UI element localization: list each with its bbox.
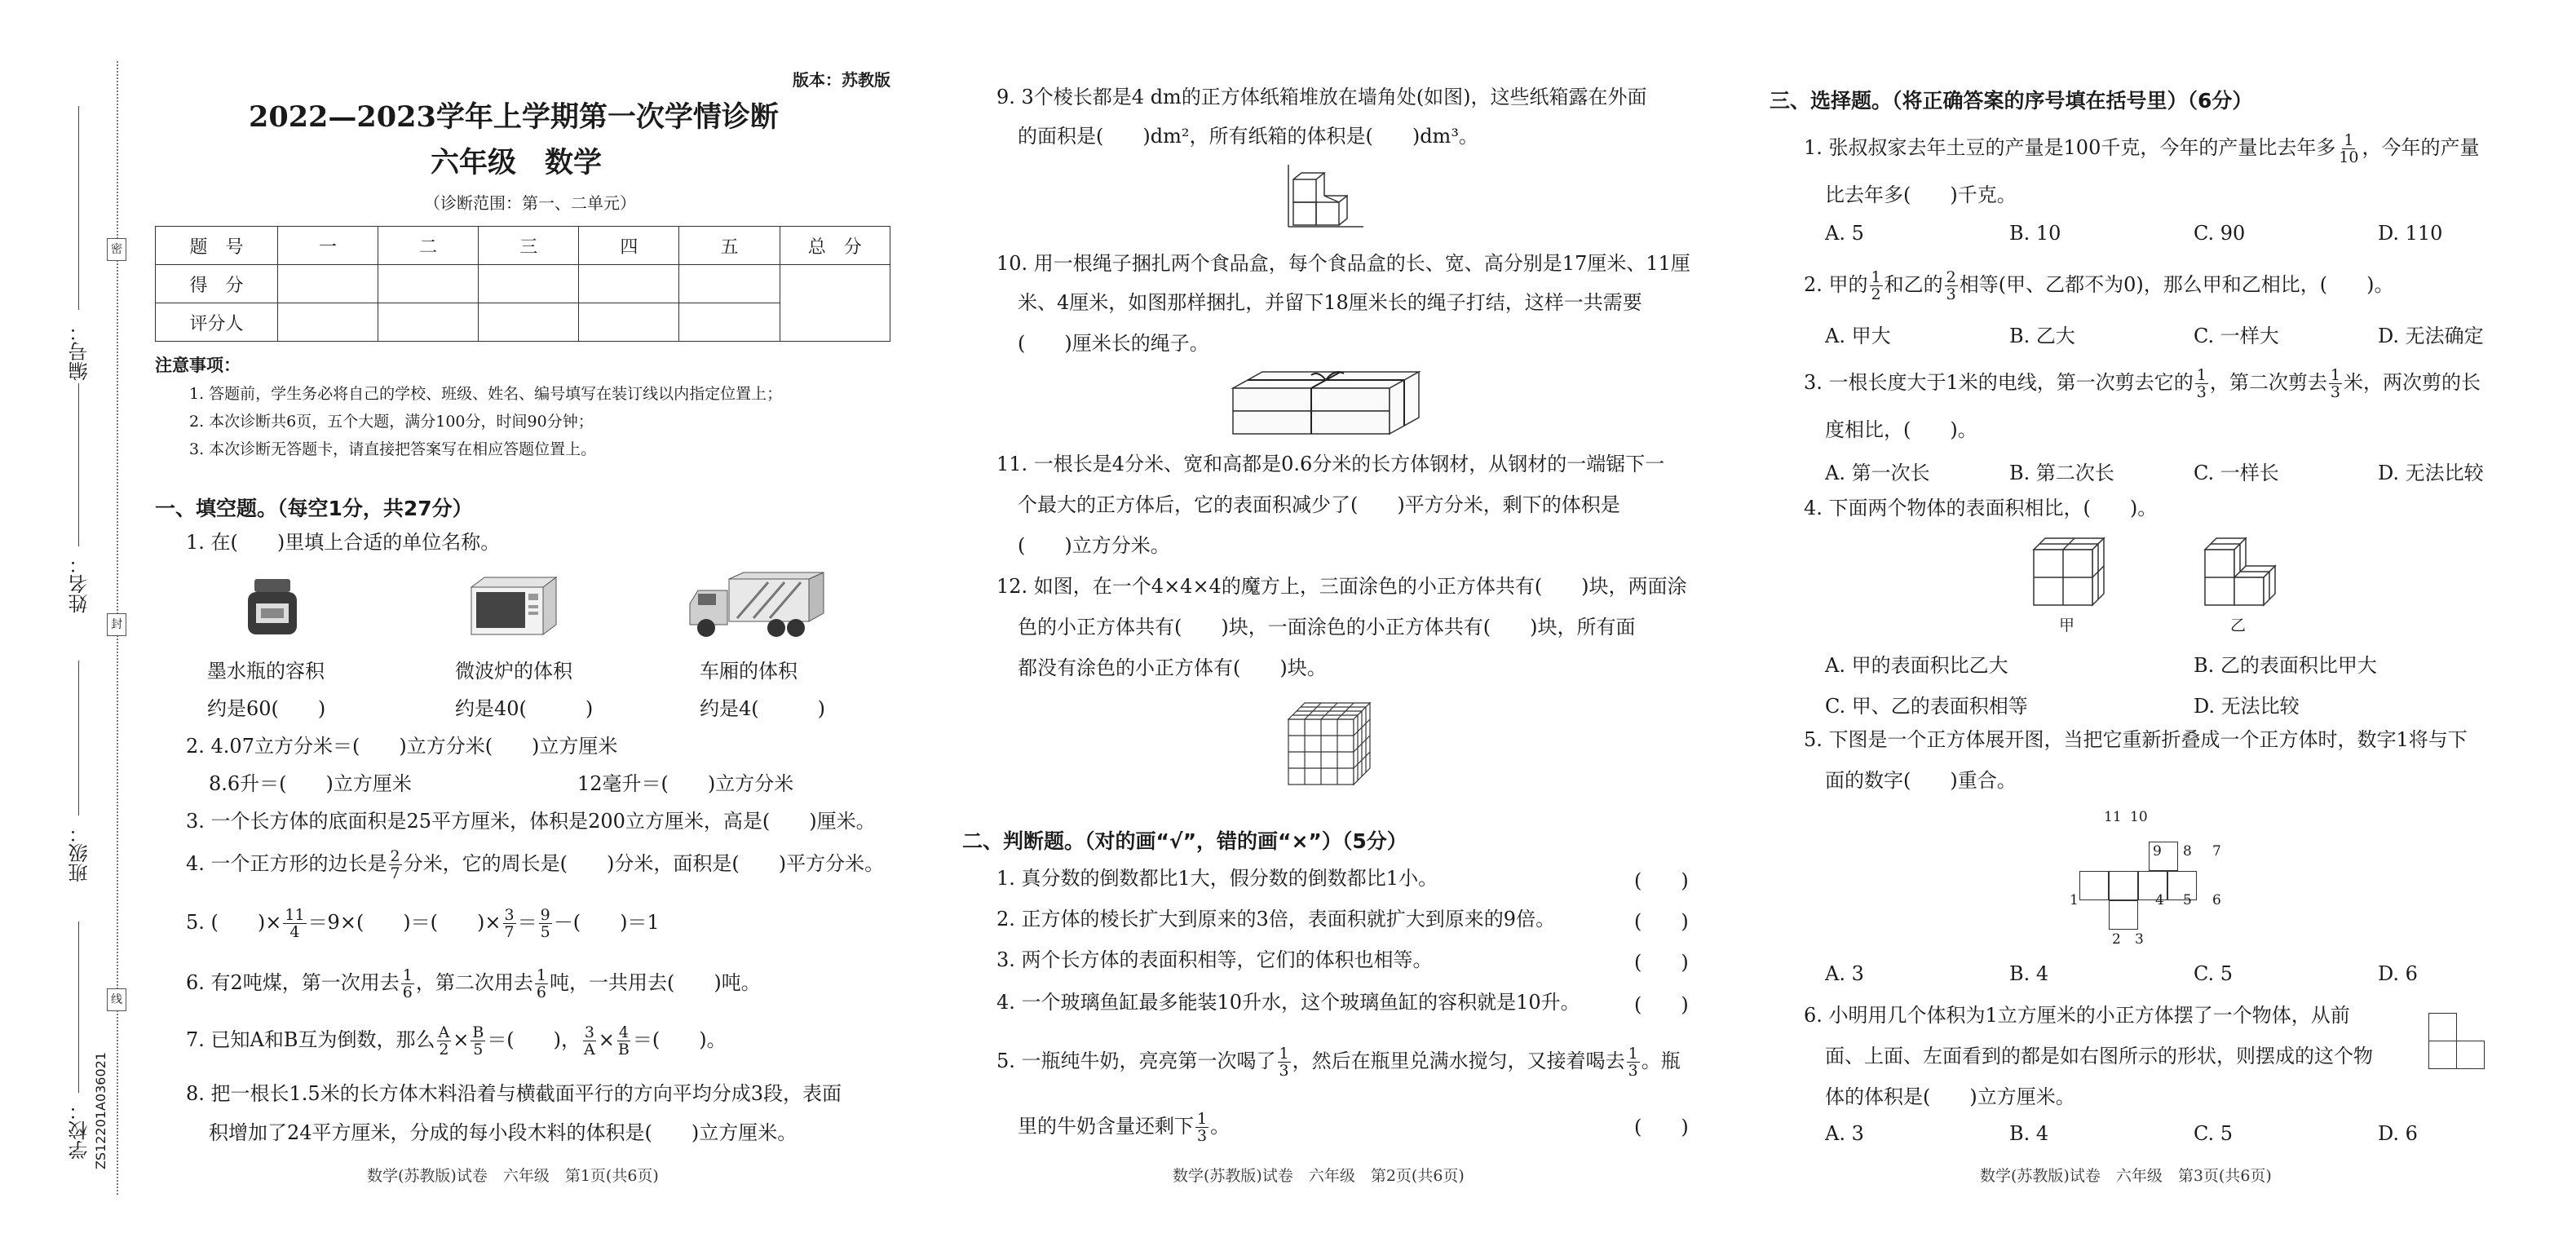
judge-2-answer[interactable]: ( )	[1634, 910, 1689, 933]
notice-1: 1. 答题前，学生务必将自己的学校、班级、姓名、编号填写在装订线以内指定位置上；	[189, 385, 783, 403]
exam-title: 2022—2023学年上学期第一次学情诊断	[249, 100, 779, 134]
score-cell[interactable]	[579, 265, 679, 303]
choice-2-option-a[interactable]: A. 甲大	[1825, 325, 1891, 347]
question-10-line-2: 米、4厘米，如图那样捆扎，并留下18厘米长的绳子打结，这样一共需要	[1018, 291, 1642, 314]
grader-cell[interactable]	[277, 303, 378, 342]
net-square	[2079, 871, 2109, 900]
question-5[interactable]: 5. ( )× $\frac{11}{4}$ ＝9×( )＝( )× $\frac{3}{7}$ ＝ $\frac{9}{5}$ －( )＝1	[186, 906, 660, 941]
binding-seal-xian: 线	[107, 988, 126, 1011]
choice-1-option-c[interactable]: C. 90	[2194, 222, 2246, 245]
q7-fraction-2: $\frac{B}{5}$	[472, 1023, 484, 1059]
choice-2-option-c[interactable]: C. 一样大	[2194, 325, 2279, 347]
question-8-line-1: 8. 把一根长1.5米的长方体木料沿着与横截面平行的方向平均分成3段，表面	[186, 1082, 842, 1105]
section-2-title: 二、判断题。（对的画“√”，错的画“×”）（5分）	[962, 829, 1407, 853]
q1-item-microwave-label: 微波炉的体积	[455, 660, 572, 683]
score-row-label: 得 分	[156, 265, 278, 303]
binding-seal-mi: 密	[107, 238, 126, 261]
score-total-cell[interactable]	[780, 265, 890, 342]
score-cell[interactable]	[479, 265, 579, 303]
grader-cell[interactable]	[579, 303, 679, 342]
solid-jia-label: 甲	[2059, 617, 2075, 634]
notice-3: 3. 本次诊断无答题卡，请直接把答案写在相应答题位置上。	[189, 440, 597, 458]
choice-2-option-b[interactable]: B. 乙大	[2009, 325, 2075, 347]
question-12-line-3[interactable]: 都没有涂色的小正方体有( )块。	[1018, 656, 1327, 679]
q4-fraction: $\frac{2}{7}$	[390, 847, 400, 882]
question-9-line-2[interactable]: 的面积是( )dm²，所有纸箱的体积是( )dm³。	[1018, 125, 1478, 148]
score-header-2: 二	[378, 227, 479, 265]
judge-3: 3. 两个长方体的表面积相等，它们的体积也相等。	[996, 948, 1433, 971]
question-11-line-2[interactable]: 个最大的正方体后，它的表面积减少了( )平方分米，剩下的体积是	[1018, 493, 1620, 516]
judge-5-line-1: 5. 一瓶纯牛奶，亮亮第一次喝了 $\frac{1}{3}$ ，然后在瓶里兑满水搅匀，又接着喝去 $\frac{1}{3}$ 。瓶	[996, 1045, 1681, 1080]
choice-3-option-b[interactable]: B. 第二次长	[2009, 462, 2114, 484]
choice-6-option-d[interactable]: D. 6	[2378, 1122, 2418, 1145]
choice-6-line-1: 6. 小明用几个体积为1立方厘米的小正方体摆了一个物体，从前	[1804, 1004, 2350, 1027]
exam-subtitle: 六年级 数学	[431, 146, 603, 179]
choice-6-line-2: 面、上面、左面看到的都是如右图所示的形状，则摆成的这个物	[1825, 1045, 2373, 1067]
question-3[interactable]: 3. 一个长方体的底面积是25平方厘米，体积是200立方厘米，高是( )厘米。	[186, 810, 876, 833]
choice-5-line-1: 5. 下图是一个正方体展开图，当把它重新折叠成一个正方体时，数字1将与下	[1804, 728, 2468, 751]
page-2-footer: 数学(苏教版)试卷 六年级 第2页(共6页)	[1173, 1167, 1465, 1185]
net-label-5: 5	[2183, 892, 2192, 908]
question-12-line-2[interactable]: 色的小正方体共有( )块，一面涂色的小正方体共有( )块，所有面	[1018, 616, 1636, 639]
binding-school-line[interactable]	[78, 922, 79, 1093]
page-1-footer: 数学(苏教版)试卷 六年级 第1页(共6页)	[367, 1167, 659, 1185]
score-cell[interactable]	[277, 265, 378, 303]
q1-item-microwave-answer[interactable]: 约是40( )	[455, 697, 594, 720]
choice-5-option-a[interactable]: A. 3	[1825, 962, 1864, 985]
q5-fraction-2: $\frac{3}{7}$	[504, 906, 515, 941]
net-label-2: 2	[2112, 931, 2121, 948]
cube-net-figure	[2070, 809, 2242, 948]
question-4[interactable]	[186, 848, 884, 882]
question-9-line-1: 9. 3个棱长都是4 dm的正方体纸箱堆放在墙角处(如图)，这些纸箱露在外面	[996, 86, 1647, 108]
score-header-5: 五	[679, 227, 780, 265]
net-label-9: 9	[2153, 843, 2162, 860]
question-11-line-3[interactable]: ( )立方分米。	[1018, 534, 1170, 557]
page-3-footer: 数学(苏教版)试卷 六年级 第3页(共6页)	[1980, 1167, 2272, 1185]
grader-cell[interactable]	[479, 303, 579, 342]
solid-jia-figure	[2030, 535, 2109, 608]
truck-image	[687, 571, 825, 643]
choice-4-option-c[interactable]: C. 甲、乙的表面积相等	[1825, 695, 2028, 718]
q5-fraction-3: $\frac{9}{5}$	[540, 906, 550, 941]
grader-row-label: 评分人	[156, 303, 278, 342]
solid-yi-label: 乙	[2230, 617, 2247, 634]
judge-4: 4. 一个玻璃鱼缸最多能装10升水，这个玻璃鱼缸的容积就是10升。	[996, 991, 1580, 1014]
ink-bottle-image	[243, 576, 302, 639]
score-header-total: 总 分	[780, 227, 890, 265]
judge-3-answer[interactable]: ( )	[1634, 951, 1689, 974]
choice-6-option-c[interactable]: C. 5	[2194, 1122, 2234, 1145]
score-header-3: 三	[479, 227, 579, 265]
q4-text-post: 分米，它的周长是( )分米，面积是( )平方分米。	[403, 852, 885, 875]
exam-scope: （诊断范围：第一、二单元）	[424, 193, 636, 213]
question-2c[interactable]: 12毫升＝( )立方分米	[577, 772, 794, 795]
net-label-7: 7	[2212, 843, 2221, 860]
choice-2-option-d[interactable]: D. 无法确定	[2378, 325, 2484, 347]
choice-3-line-2[interactable]: 度相比，( )。	[1825, 418, 1977, 441]
choice-6-option-a[interactable]: A. 3	[1825, 1122, 1864, 1145]
net-label-3: 3	[2135, 931, 2144, 948]
binding-number-label: 编号：	[68, 322, 91, 381]
score-table	[155, 226, 890, 342]
choice-1-line-1: 1. 张叔叔家去年土豆的产量是100千克，今年的产量比去年多 $\frac{1}{10}$ ，今年的产量	[1804, 131, 2480, 166]
net-label-4: 4	[2155, 892, 2164, 908]
binding-code: ZS12201A036021	[93, 1052, 108, 1170]
choice-6-line-3[interactable]: 体的体积是( )立方厘米。	[1825, 1085, 2075, 1108]
net-square	[2167, 871, 2197, 900]
judge-5-line-2: 里的牛奶含量还剩下 $\frac{1}{3}$ 。	[1018, 1110, 1231, 1145]
c1-fraction: $\frac{1}{10}$	[2339, 131, 2359, 166]
judge-1: 1. 真分数的倒数都比1大，假分数的倒数都比1小。	[996, 867, 1438, 890]
judge5-fraction-1: $\frac{1}{3}$	[1279, 1045, 1289, 1080]
net-label-1: 1	[2070, 892, 2079, 908]
notice-title: 注意事项：	[155, 356, 241, 375]
binding-class-label: 班级：	[68, 824, 91, 882]
q4-text-pre: 4. 一个正方形的边长是	[186, 852, 387, 875]
question-12-line-1[interactable]: 12. 如图，在一个4×4×4的魔方上，三面涂色的小正方体共有( )块，两面涂	[996, 575, 1687, 598]
question-6[interactable]: 6. 有2吨煤，第一次用去 $\frac{1}{6}$ ，第二次用去 $\frac{1}{6}$ 吨，一共用去( )吨。	[186, 966, 761, 1001]
judge5-fraction-2: $\frac{1}{3}$	[1628, 1045, 1638, 1080]
q7-fraction-3: $\frac{3}{A}$	[584, 1023, 595, 1059]
q1-item-ink-label: 墨水瓶的容积	[207, 660, 325, 683]
judge-5-answer[interactable]: ( )	[1634, 1116, 1689, 1138]
choice-2[interactable]: 2. 甲的 $\frac{1}{2}$ 和乙的 $\frac{2}{3}$ 相等(甲、乙都不为0)，那么甲和乙相比，( )。	[1804, 268, 2394, 303]
choice-3-option-c[interactable]: C. 一样长	[2194, 462, 2279, 484]
net-label-11: 11	[2104, 809, 2122, 825]
choice-5-option-b[interactable]: B. 4	[2009, 962, 2049, 985]
q6-fraction-1: $\frac{1}{6}$	[402, 966, 413, 1001]
choice-1-option-b[interactable]: B. 10	[2009, 222, 2061, 245]
grader-cell[interactable]	[378, 303, 479, 342]
corner-boxes-figure	[1277, 163, 1367, 230]
grader-cell[interactable]	[679, 303, 780, 342]
food-box-figure	[1230, 369, 1422, 439]
c3-fraction-1: $\frac{1}{3}$	[2196, 366, 2207, 401]
choice-6-option-b[interactable]: B. 4	[2009, 1122, 2049, 1145]
question-2a[interactable]: 2. 4.07立方分米＝( )立方分米( )立方厘米	[186, 735, 618, 758]
binding-school-label: 学校：	[68, 1101, 91, 1160]
question-11-line-1: 11. 一根长是4分米、宽和高都是0.6分米的长方体钢材，从钢材的一端锯下一	[996, 453, 1665, 475]
choice-1-option-d[interactable]: D. 110	[2378, 222, 2443, 245]
solid-yi-figure	[2202, 535, 2280, 608]
score-cell[interactable]	[378, 265, 479, 303]
judge-1-answer[interactable]: ( )	[1634, 869, 1689, 892]
q7-fraction-4: $\frac{4}{B}$	[617, 1023, 630, 1059]
judge-4-answer[interactable]: ( )	[1634, 993, 1689, 1016]
c2-fraction-2: $\frac{2}{3}$	[1946, 268, 1956, 303]
net-label-6: 6	[2212, 892, 2221, 908]
score-header-number: 题 号	[156, 227, 278, 265]
choice-1-line-2[interactable]: 比去年多( )千克。	[1825, 183, 2017, 206]
rubiks-cube-figure	[1285, 700, 1373, 789]
microwave-image	[466, 576, 559, 639]
question-7[interactable]: 7. 已知A和B互为倒数，那么 $\frac{A}{2}$ × $\frac{B}{5}$ ＝( )， $\frac{3}{A}$ × $\frac{4}{B}$ ＝( )。	[186, 1023, 727, 1059]
binding-number-line[interactable]	[78, 106, 79, 310]
choice-1-option-a[interactable]: A. 5	[1825, 222, 1864, 245]
choice-5-line-2[interactable]: 面的数字( )重合。	[1825, 769, 2017, 792]
binding-seal-feng: 封	[107, 613, 126, 636]
binding-name-line[interactable]	[78, 383, 79, 546]
view-shape-figure	[2428, 1013, 2485, 1070]
net-label-10: 10	[2130, 809, 2148, 825]
judge-2: 2. 正方体的棱长扩大到原来的3倍，表面积就扩大到原来的9倍。	[996, 908, 1556, 930]
net-label-8: 8	[2183, 843, 2192, 860]
binding-name-label: 姓名：	[68, 555, 91, 613]
question-8-line-2[interactable]: 积增加了24平方厘米，分成的每小段木料的体积是( )立方厘米。	[209, 1121, 798, 1144]
choice-3-option-a[interactable]: A. 第一次长	[1825, 462, 1930, 484]
question-2b[interactable]: 8.6升＝( )立方厘米	[209, 772, 412, 795]
choice-4-option-b[interactable]: B. 乙的表面积比甲大	[2194, 654, 2377, 677]
judge5-fraction-3: $\frac{1}{3}$	[1197, 1110, 1208, 1145]
score-header-1: 一	[277, 227, 378, 265]
binding-class-line[interactable]	[78, 661, 79, 815]
score-cell[interactable]	[679, 265, 780, 303]
q7-fraction-1: $\frac{A}{2}$	[438, 1023, 450, 1059]
choice-4[interactable]: 4. 下面两个物体的表面积相比，( )。	[1804, 497, 2158, 519]
net-square	[2109, 900, 2138, 930]
q1-item-truck-answer[interactable]: 约是4( )	[700, 697, 825, 720]
choice-4-option-d[interactable]: D. 无法比较	[2194, 695, 2300, 718]
section-1-title: 一、填空题。（每空1分，共27分）	[155, 497, 473, 520]
question-1: 1. 在( )里填上合适的单位名称。	[186, 531, 501, 554]
question-10-line-1: 10. 用一根绳子捆扎两个食品盒，每个食品盒的长、宽、高分别是17厘米、11厘	[996, 252, 1690, 275]
question-10-line-3[interactable]: ( )厘米长的绳子。	[1018, 332, 1209, 355]
score-header-4: 四	[579, 227, 679, 265]
q5-fraction-1: $\frac{11}{4}$	[285, 906, 305, 941]
edition-label: 版本：苏教版	[793, 70, 890, 90]
q6-fraction-2: $\frac{1}{6}$	[536, 966, 546, 1001]
choice-4-option-a[interactable]: A. 甲的表面积比乙大	[1825, 654, 2008, 677]
notice-2: 2. 本次诊断共6页，五个大题，满分100分，时间90分钟；	[189, 413, 594, 431]
q1-item-ink-answer[interactable]: 约是60( )	[207, 697, 326, 720]
c2-fraction-1: $\frac{1}{2}$	[1871, 268, 1881, 303]
choice-3-option-d[interactable]: D. 无法比较	[2378, 462, 2484, 484]
choice-5-option-d[interactable]: D. 6	[2378, 962, 2418, 985]
c3-fraction-2: $\frac{1}{3}$	[2330, 366, 2340, 401]
choice-5-option-c[interactable]: C. 5	[2194, 962, 2234, 985]
net-square	[2109, 871, 2138, 900]
q1-item-truck-label: 车厢的体积	[700, 660, 798, 683]
section-3-title: 三、选择题。（将正确答案的序号填在括号里）（6分）	[1770, 89, 2253, 113]
choice-3-line-1: 3. 一根长度大于1米的电线，第一次剪去它的 $\frac{1}{3}$ ，第二次剪去 $\frac{1}{3}$ 米，两次剪的长	[1804, 366, 2481, 401]
